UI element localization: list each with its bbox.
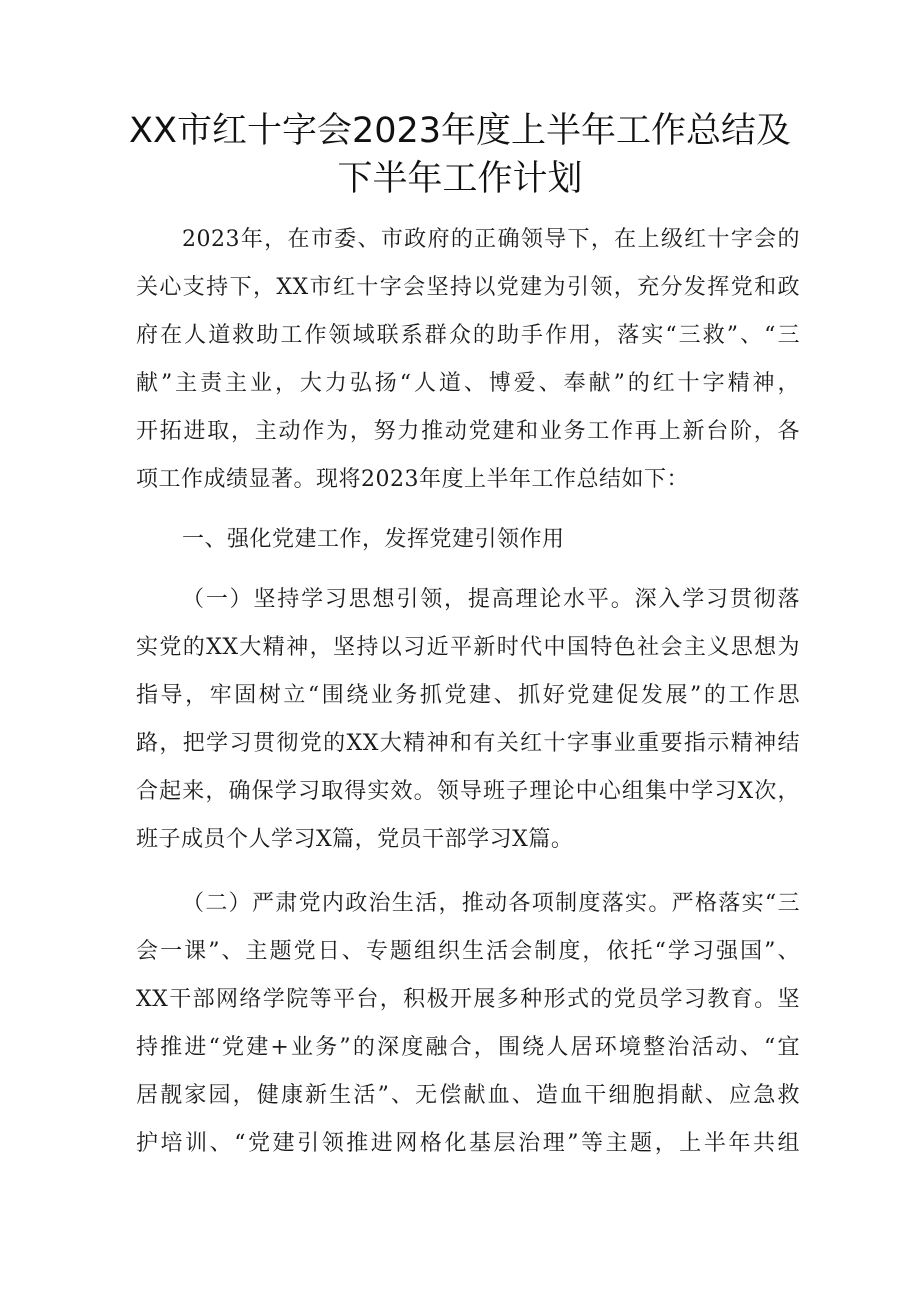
item-1-line-1: （一）坚持学习思想引领，提高理论水平。深入学习贯彻落 (182, 587, 800, 612)
item-2-line-6: 护培训、“党建引领推进网格化基层治理”等主题，上半年共组 (136, 1131, 800, 1156)
item-2-paragraph (136, 880, 800, 1168)
intro-line-1: 2023年，在市委、市政府的正确领导下，在上级红十字会的 (182, 227, 800, 252)
section-1-heading-block (136, 516, 800, 564)
item-2-line-2: 会一课”、主题党日、专题组织生活会制度，依托“学习强国”、 (136, 939, 800, 964)
item-1-line-4: 路，把学习贯彻党的XX大精神和有关红十字事业重要指示精神结 (136, 731, 800, 756)
item-2-line-4: 持推进“党建+业务”的深度融合，围绕人居环境整治活动、“宜 (136, 1035, 800, 1060)
intro-line-2: 关心支持下，XX市红十字会坚持以党建为引领，充分发挥党和政 (136, 275, 800, 300)
section-1-heading: 一、强化党建工作，发挥党建引领作用 (182, 527, 565, 552)
intro-paragraph (136, 216, 800, 504)
item-1-line-2: 实党的XX大精神，坚持以习近平新时代中国特色社会主义思想为 (136, 635, 800, 660)
intro-line-5: 开拓进取，主动作为，努力推动党建和业务工作再上新台阶，各 (136, 419, 800, 444)
intro-line-4: 献”主责主业，大力弘扬“人道、博爱、奉献”的红十字精神， (136, 371, 800, 396)
intro-line-6: 项工作成绩显著。现将2023年度上半年工作总结如下： (136, 467, 689, 492)
item-1-line-5: 合起来，确保学习取得实效。领导班子理论中心组集中学习X次， (136, 779, 800, 804)
document-title-line-1: XX市红十字会2023年度上半年工作总结及 (128, 111, 792, 151)
item-1-line-6: 班子成员个人学习X篇，党员干部学习X篇。 (136, 827, 574, 852)
item-2-line-3: XX干部网络学院等平台，积极开展多种形式的党员学习教育。坚 (136, 987, 800, 1012)
item-2-line-5: 居靓家园，健康新生活”、无偿献血、造血干细胞捐献、应急救 (136, 1083, 800, 1108)
document-title-line-2: 下半年工作计划 (337, 159, 583, 199)
item-2-line-1: （二）严肃党内政治生活，推动各项制度落实。严格落实“三 (182, 891, 800, 916)
intro-line-3: 府在人道救助工作领域联系群众的助手作用，落实“三救”、“三 (136, 323, 800, 348)
item-1-line-3: 指导，牢固树立“围绕业务抓党建、抓好党建促发展”的工作思 (136, 683, 800, 708)
item-1-paragraph (136, 576, 800, 864)
